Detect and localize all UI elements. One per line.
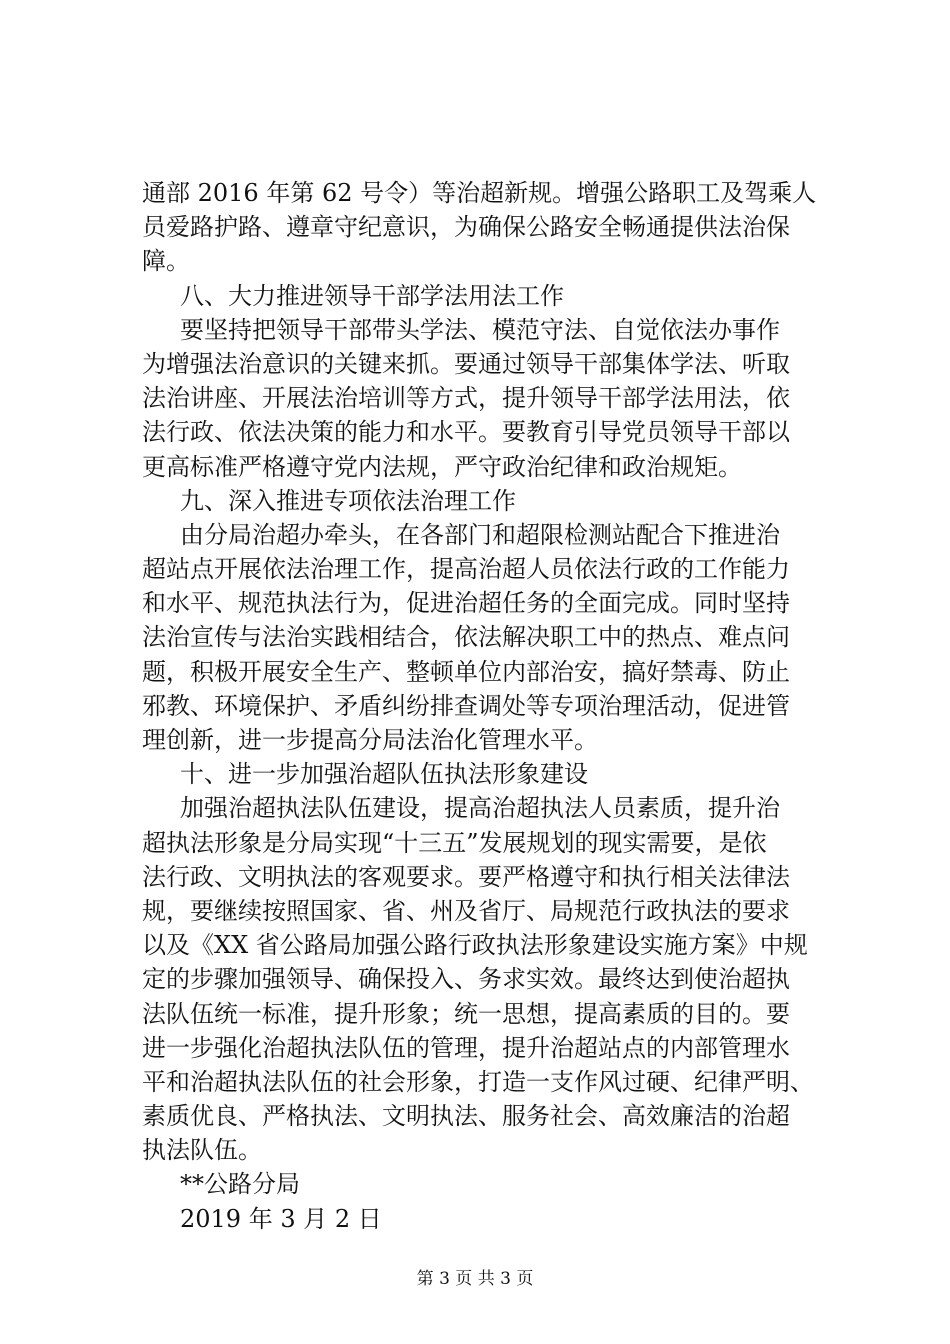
text-line: 理创新，进一步提高分局法治化管理水平。 xyxy=(142,726,598,754)
page-footer: 第 3 页 共 3 页 xyxy=(416,1269,534,1289)
text-line: 定的步骤加强领导、确保投入、务求实效。最终达到使治超执 xyxy=(142,965,790,994)
text-line: 超站点开展依法治理工作，提高治超人员依法行政的工作能力 xyxy=(142,555,790,584)
text-line: 和水平、规范执法行为，促进治超任务的全面完成。同时坚持 xyxy=(142,589,790,618)
text-line: 平和治超执法队伍的社会形象，打造一支作风过硬、纪律严明、 xyxy=(142,1067,814,1096)
text-line: 进一步强化治超执法队伍的管理，提升治超站点的内部管理水 xyxy=(142,1033,790,1062)
text-line: 法行政、文明执法的客观要求。要严格遵守和执行相关法律法 xyxy=(142,862,790,891)
text-line: 要坚持把领导干部带头学法、模范守法、自觉依法办事作 xyxy=(180,315,780,344)
text-line: 十、进一步加强治超队伍执法形象建设 xyxy=(180,760,588,789)
text-line: 通部 2016 年第 62 号令）等治超新规。增强公路职工及驾乘人 xyxy=(142,179,817,207)
text-line: **公路分局 xyxy=(180,1170,300,1199)
text-line: 2019 年 3 月 2 日 xyxy=(180,1204,382,1233)
text-line: 以及《XX 省公路局加强公路行政执法形象建设实施方案》中规 xyxy=(142,931,808,960)
text-line: 执法队伍。 xyxy=(142,1136,262,1165)
text-line: 规，要继续按照国家、省、州及省厅、局规范行政执法的要求 xyxy=(142,896,790,925)
text-line: 超执法形象是分局实现“十三五”发展规划的现实需要，是依 xyxy=(142,828,767,857)
text-line: 法行政、依法决策的能力和水平。要教育引导党员领导干部以 xyxy=(142,418,790,447)
text-line: 邪教、环境保护、矛盾纠纷排查调处等专项治理活动，促进管 xyxy=(142,691,790,720)
text-line: 员爱路护路、遵章守纪意识，为确保公路安全畅通提供法治保 xyxy=(142,213,790,242)
text-line: 九、深入推进专项依法治理工作 xyxy=(180,486,516,515)
text-line: 障。 xyxy=(142,247,190,276)
text-line: 法治宣传与法治实践相结合，依法解决职工中的热点、难点问 xyxy=(142,623,790,652)
text-line: 加强治超执法队伍建设，提高治超执法人员素质，提升治 xyxy=(180,794,780,823)
text-line: 八、大力推进领导干部学法用法工作 xyxy=(180,281,564,310)
text-line: 为增强法治意识的关键来抓。要通过领导干部集体学法、听取 xyxy=(142,349,790,378)
text-line: 题，积极开展安全生产、整顿单位内部治安，搞好禁毒、防止 xyxy=(142,657,790,686)
document-body xyxy=(142,176,832,1236)
text-line: 由分局治超办牵头，在各部门和超限检测站配合下推进治 xyxy=(180,520,780,549)
text-line: 素质优良、严格执法、文明执法、服务社会、高效廉洁的治超 xyxy=(142,1102,790,1131)
text-line: 法治讲座、开展法治培训等方式，提升领导干部学法用法，依 xyxy=(142,384,790,413)
text-line: 更高标准严格遵守党内法规，严守政治纪律和政治规矩。 xyxy=(142,452,742,481)
text-line: 法队伍统一标准，提升形象；统一思想，提高素质的目的。要 xyxy=(142,999,790,1028)
